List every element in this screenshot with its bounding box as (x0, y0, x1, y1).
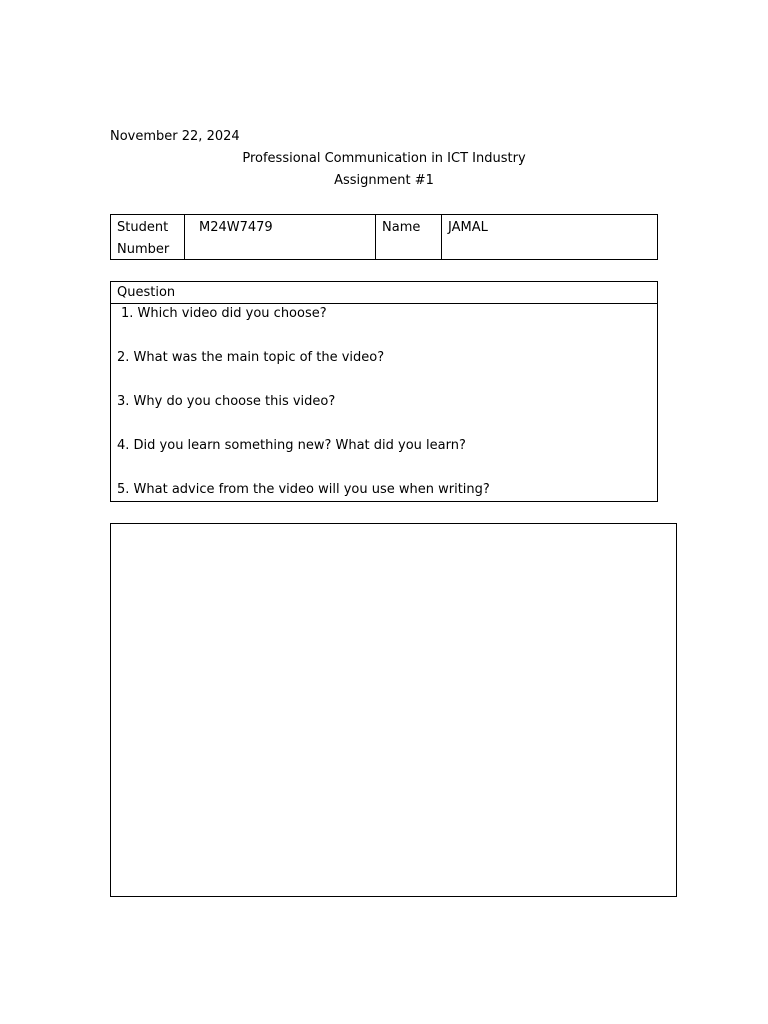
answer-box[interactable] (110, 523, 677, 897)
name-label: Name (375, 215, 441, 259)
student-number-label (111, 215, 184, 259)
student-number-label-line2: Number (117, 242, 170, 257)
document-date: November 22, 2024 (110, 129, 240, 144)
assignment-title: Assignment #1 (334, 173, 434, 188)
student-number-label-line1: Student (117, 220, 169, 235)
question-header: Question (111, 282, 657, 304)
question-item-4: 4. Did you learn something new? What did you learn? (117, 438, 466, 453)
question-item-2: 2. What was the main topic of the video? (117, 350, 385, 365)
course-title: Professional Communication in ICT Industry (242, 151, 526, 166)
name-value: JAMAL (441, 215, 657, 259)
question-item-5: 5. What advice from the video will you use when writing? (117, 482, 490, 497)
question-table (110, 281, 658, 502)
student-info-table (110, 214, 658, 260)
student-number-value: M24W7479 (184, 215, 375, 259)
question-item-3: 3. Why do you choose this video? (117, 394, 336, 409)
question-item-1: 1. Which video did you choose? (121, 306, 327, 321)
